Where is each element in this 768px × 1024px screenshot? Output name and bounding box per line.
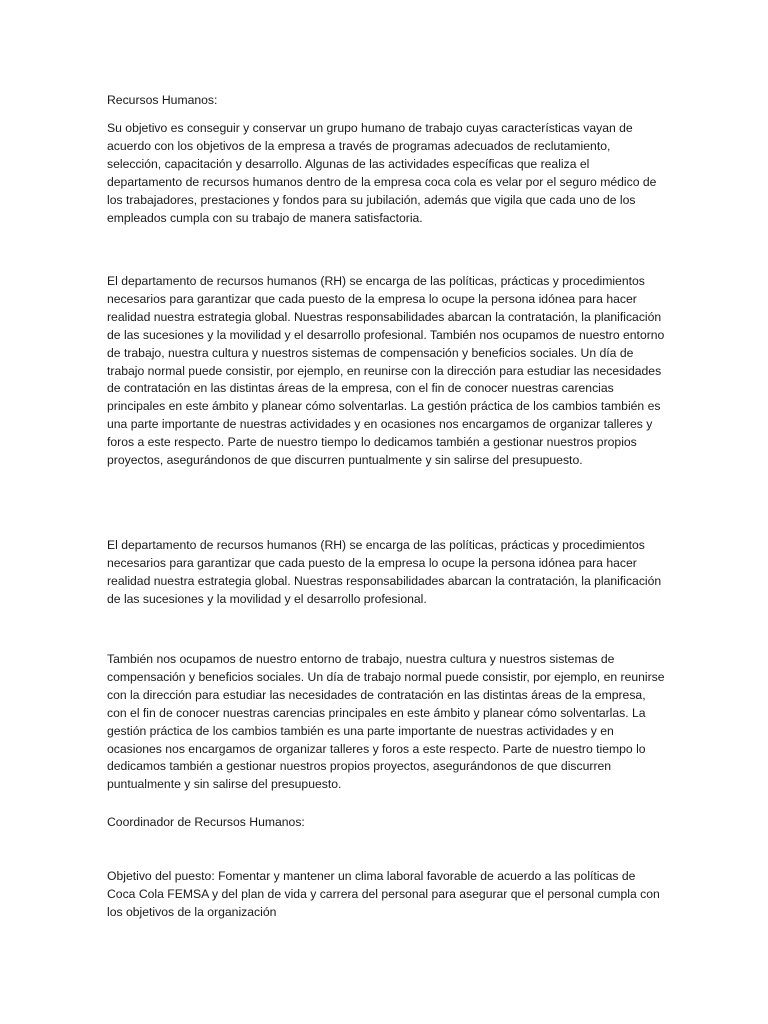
section-heading-coordinador: Coordinador de Recursos Humanos: [107,815,305,829]
paragraph-departamento-rh-full: El departamento de recursos humanos (RH) se encarga de las políticas, prácticas y procedimientos necesarios para garantizar que cada puesto de la empresa lo ocupe la persona idónea para hacer realidad nuestra estrategia global. Nuestras responsabilidades abarcan la contratación, la planificación de las sucesiones y la movilidad y el desarrollo profesional. También nos ocupamos de nuestro entorno de trabajo, nuestra cultura y nuestros sistemas de compensación y beneficios sociales. Un día de trabajo normal puede consistir, por ejemplo, en reunirse con la dirección para estudiar las necesidades de contratación en las distintas áreas de la empresa, con el fin de conocer nuestras carencias principales en este ámbito y planear cómo solventarlas. La gestión práctica de los cambios también es una parte importante de nuestras actividades y en ocasiones nos encargamos de organizar talleres y foros a este respecto. Parte de nuestro tiempo lo dedicamos también a gestionar nuestros propios proyectos, asegurándonos de que discurren puntualmente y sin salirse del presupuesto. [107,274,665,468]
paragraph-departamento-rh-short: El departamento de recursos humanos (RH) se encarga de las políticas, prácticas y procedimientos necesarios para garantizar que cada puesto de la empresa lo ocupe la persona idónea para hacer realidad nuestra estrategia global. Nuestras responsabilidades abarcan la contratación, la planificación de las sucesiones y la movilidad y el desarrollo profesional. [107,538,662,606]
paragraph-entorno-trabajo: También nos ocupamos de nuestro entorno de trabajo, nuestra cultura y nuestros sistemas de compensación y beneficios sociales. Un día de trabajo normal puede consistir, por ejemplo, en reunirse con la dirección para estudiar las necesidades de contratación en las distintas áreas de la empresa, con el fin de conocer nuestras carencias principales en este ámbito y planear cómo solventarlas. La gestión práctica de los cambios también es una parte importante de nuestras actividades y en ocasiones nos encargamos de organizar talleres y foros a este respecto. Parte de nuestro tiempo lo dedicamos también a gestionar nuestros propios proyectos, asegurándonos de que discurren puntualmente y sin salirse del presupuesto. [107,652,665,792]
paragraph-objetivo-puesto: Objetivo del puesto: Fomentar y mantener un clima laboral favorable de acuerdo a las políticas de Coca Cola FEMSA y del plan de vida y carrera del personal para asegurar que el personal cumpla con los objetivos de la organización [107,869,660,919]
paragraph-objetivo-rh: Su objetivo es conseguir y conservar un grupo humano de trabajo cuyas características vayan de acuerdo con los objetivos de la empresa a través de programas adecuados de reclutamiento, selección, capacitación y desarrollo. Algunas de las actividades específicas que realiza el departamento de recursos humanos dentro de la empresa coca cola es velar por el seguro médico de los trabajadores, prestaciones y fondos para su jubilación, además que vigila que cada uno de los empleados cumpla con su trabajo de manera satisfactoria. [107,121,657,225]
section-heading-recursos-humanos: Recursos Humanos: [107,93,218,107]
